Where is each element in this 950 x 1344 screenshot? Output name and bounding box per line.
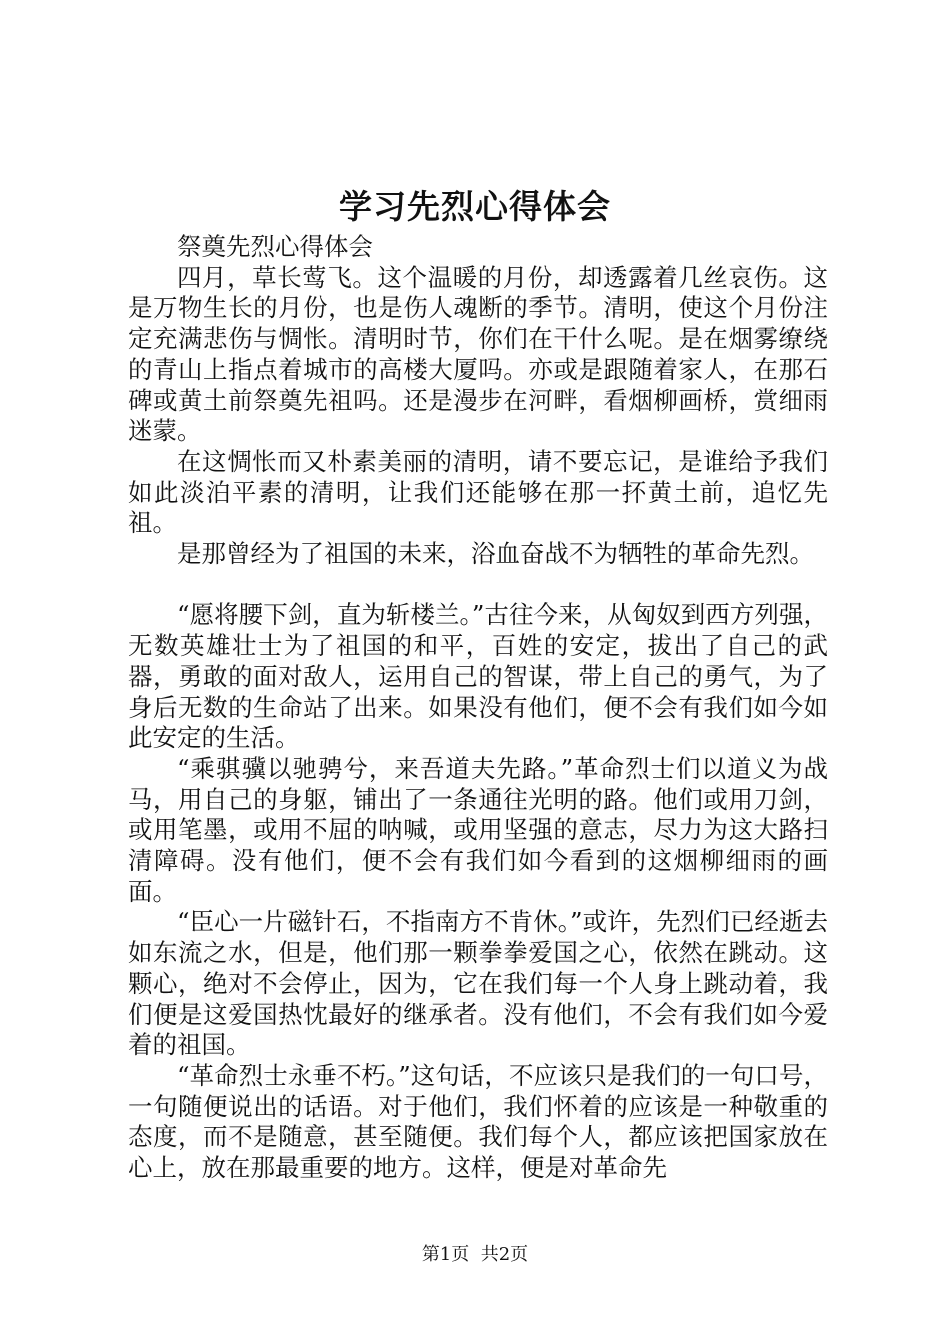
body-paragraph: 是那曾经为了祖国的未来，浴血奋战不为牺牲的革命先烈。 <box>177 539 814 569</box>
body-paragraph: “乘骐骥以驰骋兮，来吾道夫先路。”革命烈士们以道义为战马，用自己的身躯，铺出了一条通往光明的路。他们或用刀剑，或用笔墨，或用不屈的呐喊，或用坚强的意志，尽力为这大路扫清障碍。没有他们，便不会有我们如今看到的这烟柳细雨的画面。 <box>128 753 828 906</box>
body-paragraph: 四月，草长莺飞。这个温暖的月份，却透露着几丝哀伤。这是万物生长的月份，也是伤人魂断的季节。清明，使这个月份注定充满悲伤与惆怅。清明时节，你们在干什么呢。是在烟雾缭绕的青山上指点着城市的高楼大厦吗。亦或是跟随着家人，在那石碑或黄土前祭奠先祖吗。还是漫步在河畔，看烟柳画桥，赏细雨迷蒙。 <box>128 262 828 446</box>
subtitle-paragraph: 祭奠先烈心得体会 <box>177 232 373 261</box>
document-body <box>128 232 828 1184</box>
document-title: 学习先烈心得体会 <box>339 187 611 226</box>
body-paragraph: 在这惆怅而又朴素美丽的清明，请不要忘记，是谁给予我们如此淡泊平素的清明，让我们还能够在那一抔黄土前，追忆先祖。 <box>128 446 828 538</box>
body-paragraph: “革命烈士永垂不朽。”这句话，不应该只是我们的一句口号，一句随便说出的话语。对于他们，我们怀着的应该是一种敬重的态度，而不是随意，甚至随便。我们每个人，都应该把国家放在心上，放在那最重要的地方。这样，便是对革命先 <box>128 1060 828 1183</box>
page-number-footer: 第1页 共2页 <box>421 1244 529 1265</box>
body-paragraph: “愿将腰下剑，直为斩楼兰。”古往今来，从匈奴到西方列强，无数英雄壮士为了祖国的和平，百姓的安定，拔出了自己的武器，勇敢的面对敌人，运用自己的智谋，带上自己的勇气，为了身后无数的生命站了出来。如果没有他们，便不会有我们如今如此安定的生活。 <box>128 600 828 753</box>
body-paragraph: “臣心一片磁针石，不指南方不肯休。”或许，先烈们已经逝去如东流之水，但是，他们那一颗拳拳爱国之心，依然在跳动。这颗心，绝对不会停止，因为，它在我们每一个人身上跳动着，我们便是这爱国热忱最好的继承者。没有他们，不会有我们如今爱着的祖国。 <box>128 907 828 1060</box>
